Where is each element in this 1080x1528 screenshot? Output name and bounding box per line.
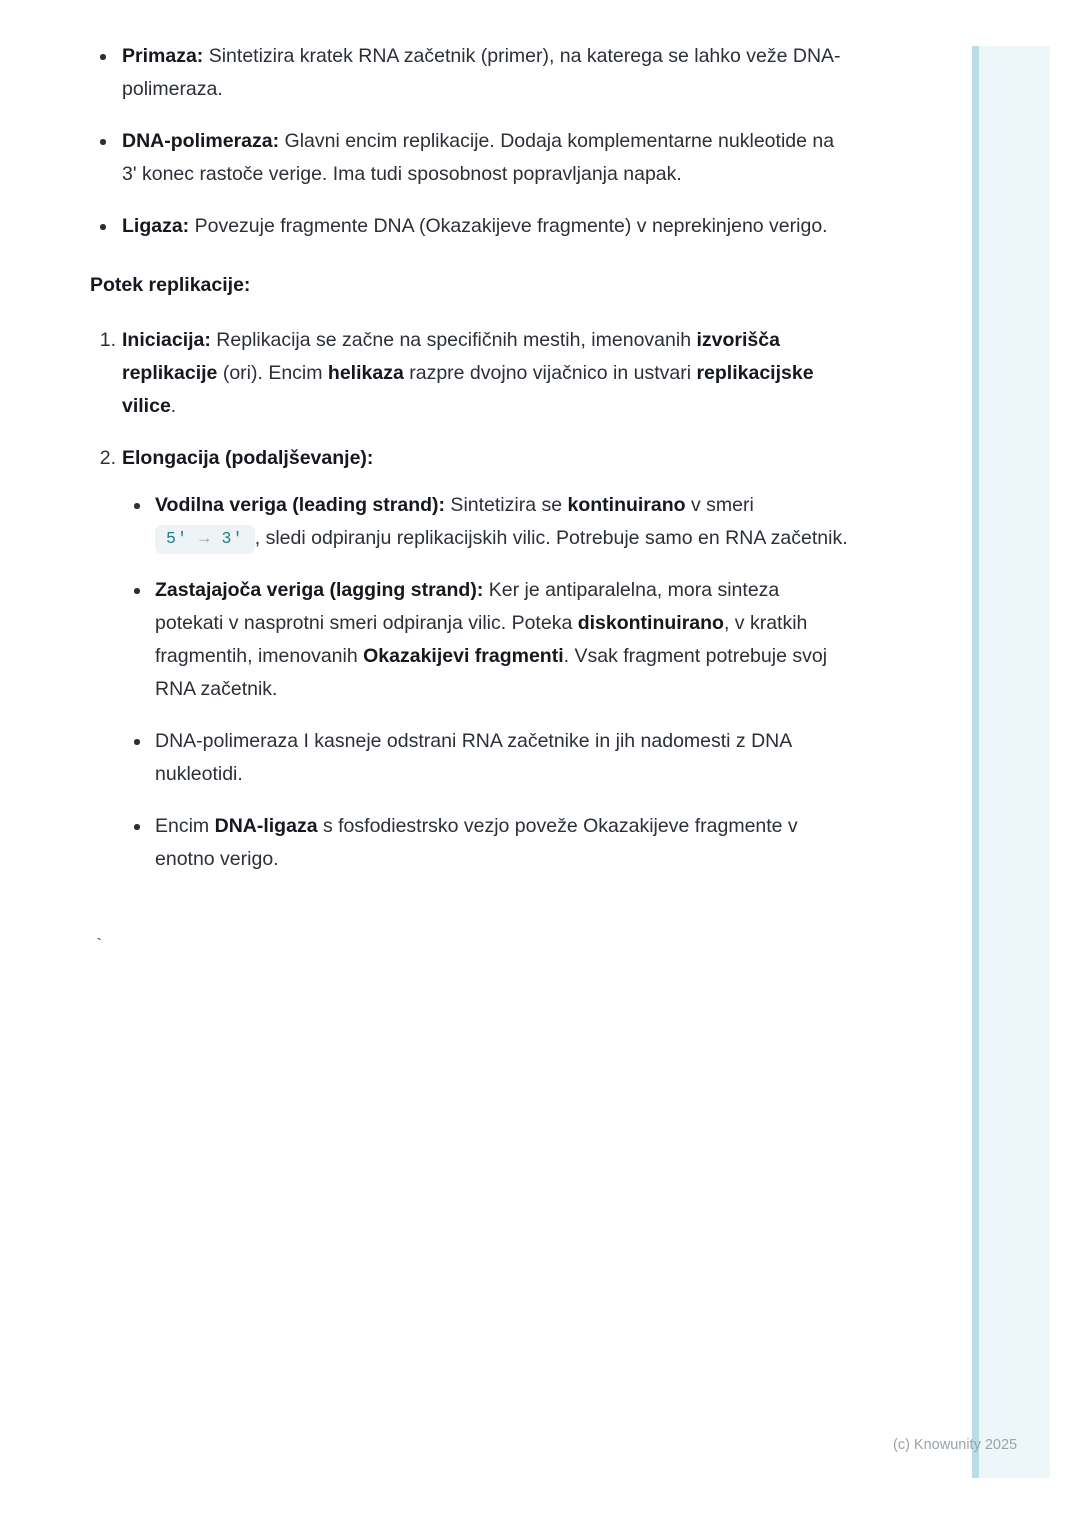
strand-bold-2: Okazakijevi fragmenti (363, 645, 564, 667)
chip-from: 5' (166, 529, 189, 548)
step-text-4: . (170, 395, 177, 417)
step-bold-1: izvorišča replikacije (122, 329, 780, 384)
list-item (122, 810, 850, 876)
strand-bold-1: diskontinuirano (577, 612, 724, 634)
accent-strip-edge (972, 46, 979, 1478)
list-item (90, 210, 850, 243)
strand-text-1: Ker je antiparalelna, mora sinteza potekati v nasprotni smeri odpiranja vilic. Poteka (155, 579, 780, 634)
list-item (90, 442, 850, 876)
strand-term: Zastajajoča veriga (lagging strand): (155, 579, 484, 601)
enzyme-term: Primaza: (122, 45, 204, 67)
strand-text-1: DNA-polimeraza I kasneje odstrani RNA začetnike in jih nadomesti z DNA nukleotidi. (155, 730, 792, 785)
list-item (90, 125, 850, 191)
enzyme-term: DNA-polimeraza: (122, 130, 280, 152)
list-item (122, 725, 850, 791)
enzyme-description: Glavni encim replikacije. Dodaja komplementarne nukleotide na 3' konec rastoče verige. Ima tudi sposobnost popravljanja napak. (122, 130, 835, 185)
strand-text-2: s fosfodiestrsko vezjo poveže Okazakijeve fragmente v enotno verigo. (155, 815, 798, 870)
list-item (122, 489, 850, 555)
list-item (90, 324, 850, 423)
enzyme-description: Sintetizira kratek RNA začetnik (primer), na katerega se lahko veže DNA-polimeraza. (122, 45, 841, 100)
step-text-3: razpre dvojno vijačnico in ustvari (403, 362, 697, 384)
elongation-bullets-list (122, 489, 850, 876)
strand-text-3: , sledi odpiranju replikacijskih vilic. Potrebuje samo en RNA začetnik. (254, 527, 848, 549)
page-title: Potek replikacije: (90, 274, 251, 296)
list-marker: 1. (99, 329, 116, 351)
direction-code-chip (155, 525, 255, 554)
strand-bold-1: DNA-ligaza (214, 815, 318, 837)
stray-character: ` (94, 937, 105, 956)
document-content (90, 40, 850, 895)
process-steps-list (90, 324, 850, 876)
strand-bold-1: kontinuirano (567, 494, 686, 516)
strand-text-2: v smeri (685, 494, 754, 516)
strand-text-1: Sintetizira se (445, 494, 568, 516)
step-bold-3: replikacijske vilice (122, 362, 814, 417)
strand-term: Vodilna veriga (leading strand): (155, 494, 446, 516)
strand-text-3: . Vsak fragment potrebuje svoj RNA začetnik. (155, 645, 828, 700)
chip-to: 3' (221, 529, 244, 548)
strand-text-1: Encim (155, 815, 215, 837)
arrow-icon: → (199, 529, 211, 548)
enzymes-list (90, 40, 850, 243)
step-term: Iniciacija: (122, 329, 211, 351)
step-term: Elongacija (podaljševanje): (122, 447, 374, 469)
list-marker: 2. (99, 447, 116, 469)
step-text-1: Replikacija se začne na specifičnih mestih, imenovanih (210, 329, 697, 351)
enzyme-description: Povezuje fragmente DNA (Okazakijeve fragmente) v neprekinjeno verigo. (189, 215, 828, 237)
list-item (90, 40, 850, 106)
list-item (122, 574, 850, 706)
watermark: (c) Knowunity 2025 (893, 1437, 1018, 1453)
strand-text-2: , v kratkih fragmentih, imenovanih (155, 612, 808, 667)
accent-strip (972, 46, 1050, 1478)
step-bold-2: helikaza (327, 362, 404, 384)
step-text-2: (ori). Encim (217, 362, 328, 384)
enzyme-term: Ligaza: (122, 215, 190, 237)
